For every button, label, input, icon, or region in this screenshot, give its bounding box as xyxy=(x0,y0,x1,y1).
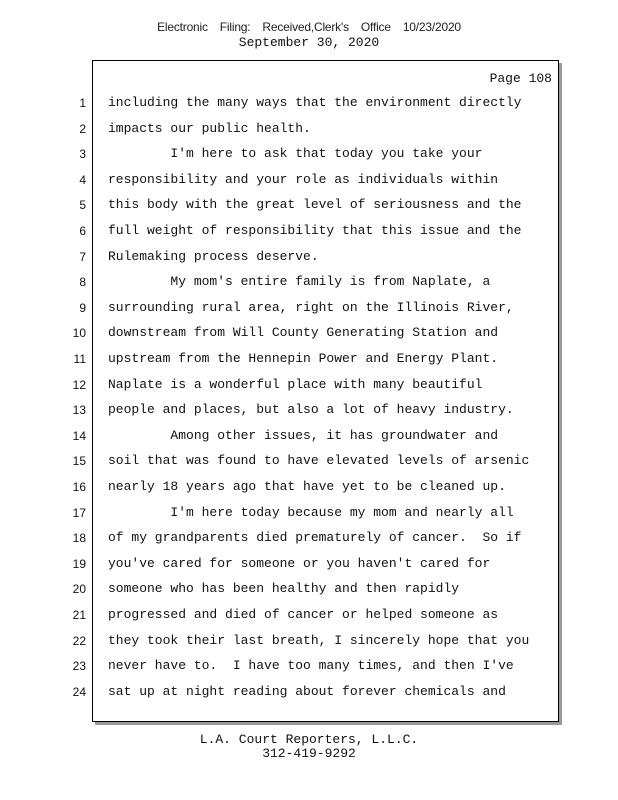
line-number: 23 xyxy=(72,659,86,673)
transcript-line: including the many ways that the environment directly xyxy=(108,95,522,110)
court-reporter-name: L.A. Court Reporters, L.L.C. xyxy=(199,732,419,747)
transcript-line: full weight of responsibility that this issue and the xyxy=(108,223,522,238)
line-number: 3 xyxy=(79,147,86,161)
transcript-line: downstream from Will County Generating Station and xyxy=(108,325,499,340)
transcript-line: never have to. I have too many times, and then I've xyxy=(108,658,514,673)
transcript-line: upstream from the Hennepin Power and Energy Plant. xyxy=(108,351,499,366)
transcript-line: impacts our public health. xyxy=(108,121,311,136)
line-number: 1 xyxy=(79,96,86,110)
transcript-line: of my grandparents died prematurely of cancer. So if xyxy=(108,530,522,545)
line-number: 12 xyxy=(72,378,86,392)
transcript-line: surrounding rural area, right on the Illinois River, xyxy=(108,300,514,315)
line-number: 13 xyxy=(72,403,86,417)
filing-stamp xyxy=(0,20,618,34)
footer xyxy=(0,733,618,761)
line-number: 18 xyxy=(72,531,86,545)
transcript-line: soil that was found to have elevated levels of arsenic xyxy=(108,453,530,468)
line-number: 2 xyxy=(79,122,86,136)
hearing-date: September 30, 2020 xyxy=(238,35,380,50)
transcript-line: sat up at night reading about forever chemicals and xyxy=(108,684,506,699)
transcript-line: people and places, but also a lot of heavy industry. xyxy=(108,402,514,417)
line-number: 16 xyxy=(72,480,86,494)
transcript-line: nearly 18 years ago that have yet to be cleaned up. xyxy=(108,479,506,494)
line-number: 4 xyxy=(79,173,86,187)
transcript-line: I'm here today because my mom and nearly all xyxy=(108,505,514,520)
line-number: 11 xyxy=(73,352,86,366)
transcript-line: someone who has been healthy and then rapidly xyxy=(108,581,460,596)
transcript-line: My mom's entire family is from Naplate, a xyxy=(108,274,491,289)
transcript-line: progressed and died of cancer or helped someone as xyxy=(108,607,499,622)
court-reporter-phone: 312-419-9292 xyxy=(262,746,356,761)
line-number: 7 xyxy=(79,250,86,264)
line-number: 5 xyxy=(79,198,86,212)
line-number: 22 xyxy=(72,634,86,648)
filing-header xyxy=(0,20,618,50)
transcript-line: this body with the great level of seriousness and the xyxy=(108,197,522,212)
transcript-line: Naplate is a wonderful place with many beautiful xyxy=(108,377,483,392)
filing-part: 10/23/2020 xyxy=(402,20,461,34)
line-number: 24 xyxy=(72,685,86,699)
filing-part: Received,Clerk's xyxy=(262,20,349,34)
transcript-line: I'm here to ask that today you take your xyxy=(108,146,483,161)
filing-part: Office xyxy=(360,20,391,34)
line-number: 20 xyxy=(72,582,86,596)
line-number: 17 xyxy=(72,506,86,520)
line-number: 15 xyxy=(72,454,86,468)
transcript-line: you've cared for someone or you haven't cared for xyxy=(108,556,491,571)
transcript-line: responsibility and your role as individuals within xyxy=(108,172,499,187)
filing-part: Electronic xyxy=(157,20,208,34)
transcript-line: Rulemaking process deserve. xyxy=(108,249,319,264)
line-number: 9 xyxy=(79,301,86,315)
line-number: 10 xyxy=(72,326,86,340)
line-number: 6 xyxy=(79,224,86,238)
filing-part: Filing: xyxy=(219,20,251,34)
line-number: 19 xyxy=(72,557,86,571)
line-number: 21 xyxy=(72,608,86,622)
line-number: 8 xyxy=(79,275,86,289)
page-number: Page 108 xyxy=(489,71,552,86)
transcript-line: they took their last breath, I sincerely hope that you xyxy=(108,633,530,648)
transcript-line: Among other issues, it has groundwater and xyxy=(108,428,499,443)
line-number: 14 xyxy=(72,429,86,443)
